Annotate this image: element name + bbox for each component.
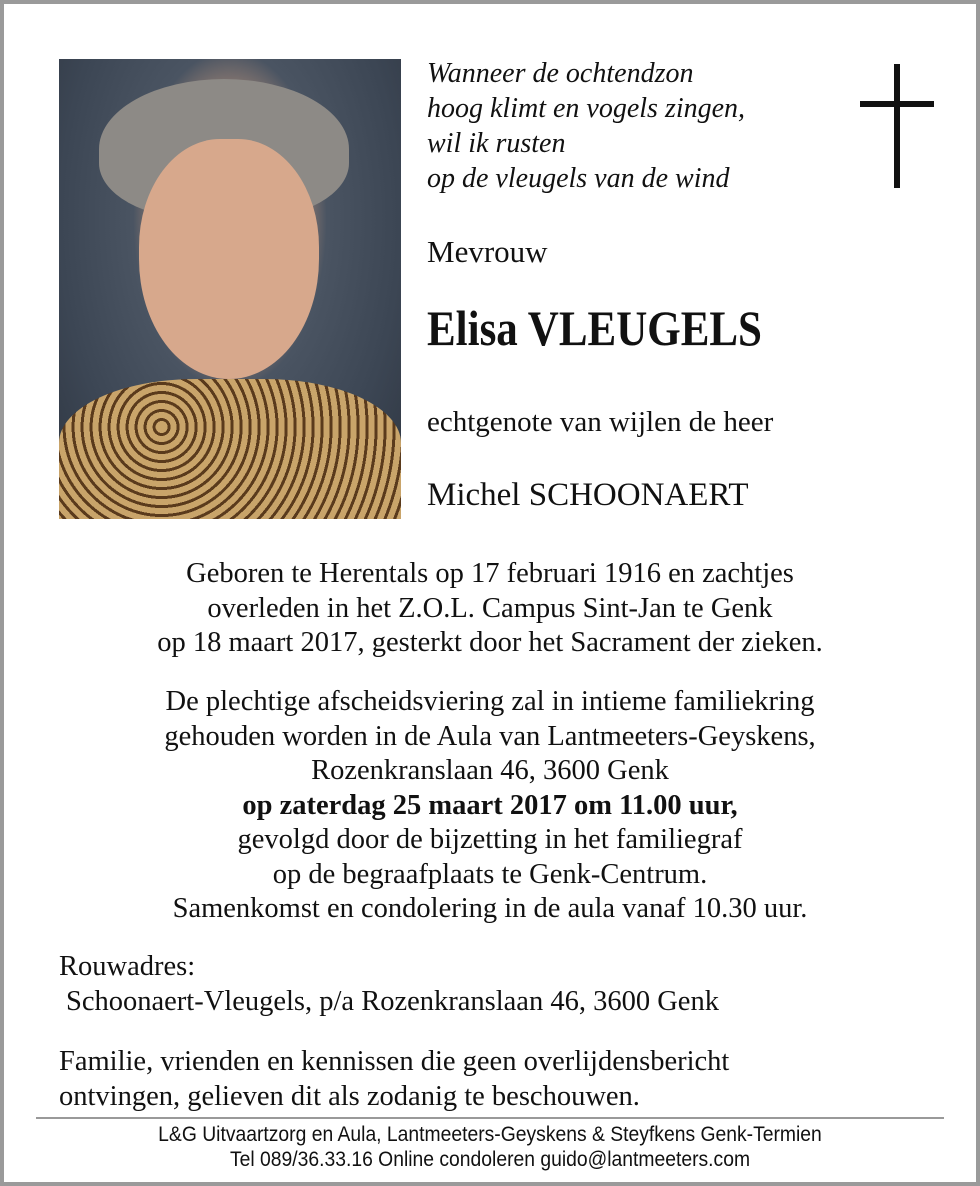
ceremony-paragraph [4, 685, 976, 927]
text-line: De plechtige afscheidsviering zal in intieme familiekring [165, 686, 815, 717]
poem-line: wil ik rusten [427, 128, 566, 159]
text-line: Samenkomst en condolering in de aula vanaf 10.30 uur. [172, 893, 808, 924]
spouse-intro: echtgenote van wijlen de heer [427, 406, 774, 438]
text-line: gehouden worden in de Aula van Lantmeeters-Geyskens, [164, 720, 816, 752]
divider [36, 1117, 944, 1119]
deceased-name: Elisa VLEUGELS [427, 300, 762, 356]
footer-contact: Tel 089/36.33.16 Online condoleren guido@lantmeeters.com [229, 1148, 751, 1171]
family-note [59, 1045, 729, 1114]
cross-icon [894, 64, 900, 188]
poem-line: Wanneer de ochtendzon [427, 58, 694, 89]
poem [427, 56, 745, 196]
text-line: Familie, vrienden en kennissen die geen overlijdensbericht [59, 1046, 730, 1077]
text-line: overleden in het Z.O.L. Campus Sint-Jan te Genk [207, 592, 773, 624]
title: Mevrouw [427, 234, 548, 269]
rouwadres: Schoonaert-Vleugels, p/a Rozenkranslaan 46, 3600 Genk [66, 986, 719, 1017]
portrait-photo [59, 59, 401, 519]
text-line: op de begraafplaats te Genk-Centrum. [272, 858, 708, 890]
text-line: gevolgd door de bijzetting in het familiegraf [237, 824, 743, 855]
spouse-name: Michel SCHOONAERT [427, 477, 749, 513]
poem-line: op de vleugels van de wind [427, 163, 730, 194]
text-line: op 18 maart 2017, gesterkt door het Sacrament der zieken. [157, 627, 823, 658]
rouwadres-label: Rouwadres: [59, 951, 196, 982]
birth-death-paragraph [4, 557, 976, 661]
text-line: ontvingen, gelieven dit als zodanig te beschouwen. [59, 1080, 640, 1112]
cross-icon-bar [860, 101, 934, 107]
footer-funeral-home: L&G Uitvaartzorg en Aula, Lantmeeters-Geyskens & Steyfkens Genk-Termien [158, 1123, 822, 1146]
text-line: Rozenkranslaan 46, 3600 Genk [311, 755, 669, 786]
text-line: Geboren te Herentals op 17 februari 1916 en zachtjes [186, 558, 794, 589]
poem-line: hoog klimt en vogels zingen, [427, 93, 746, 124]
ceremony-date: op zaterdag 25 maart 2017 om 11.00 uur, [242, 789, 738, 821]
